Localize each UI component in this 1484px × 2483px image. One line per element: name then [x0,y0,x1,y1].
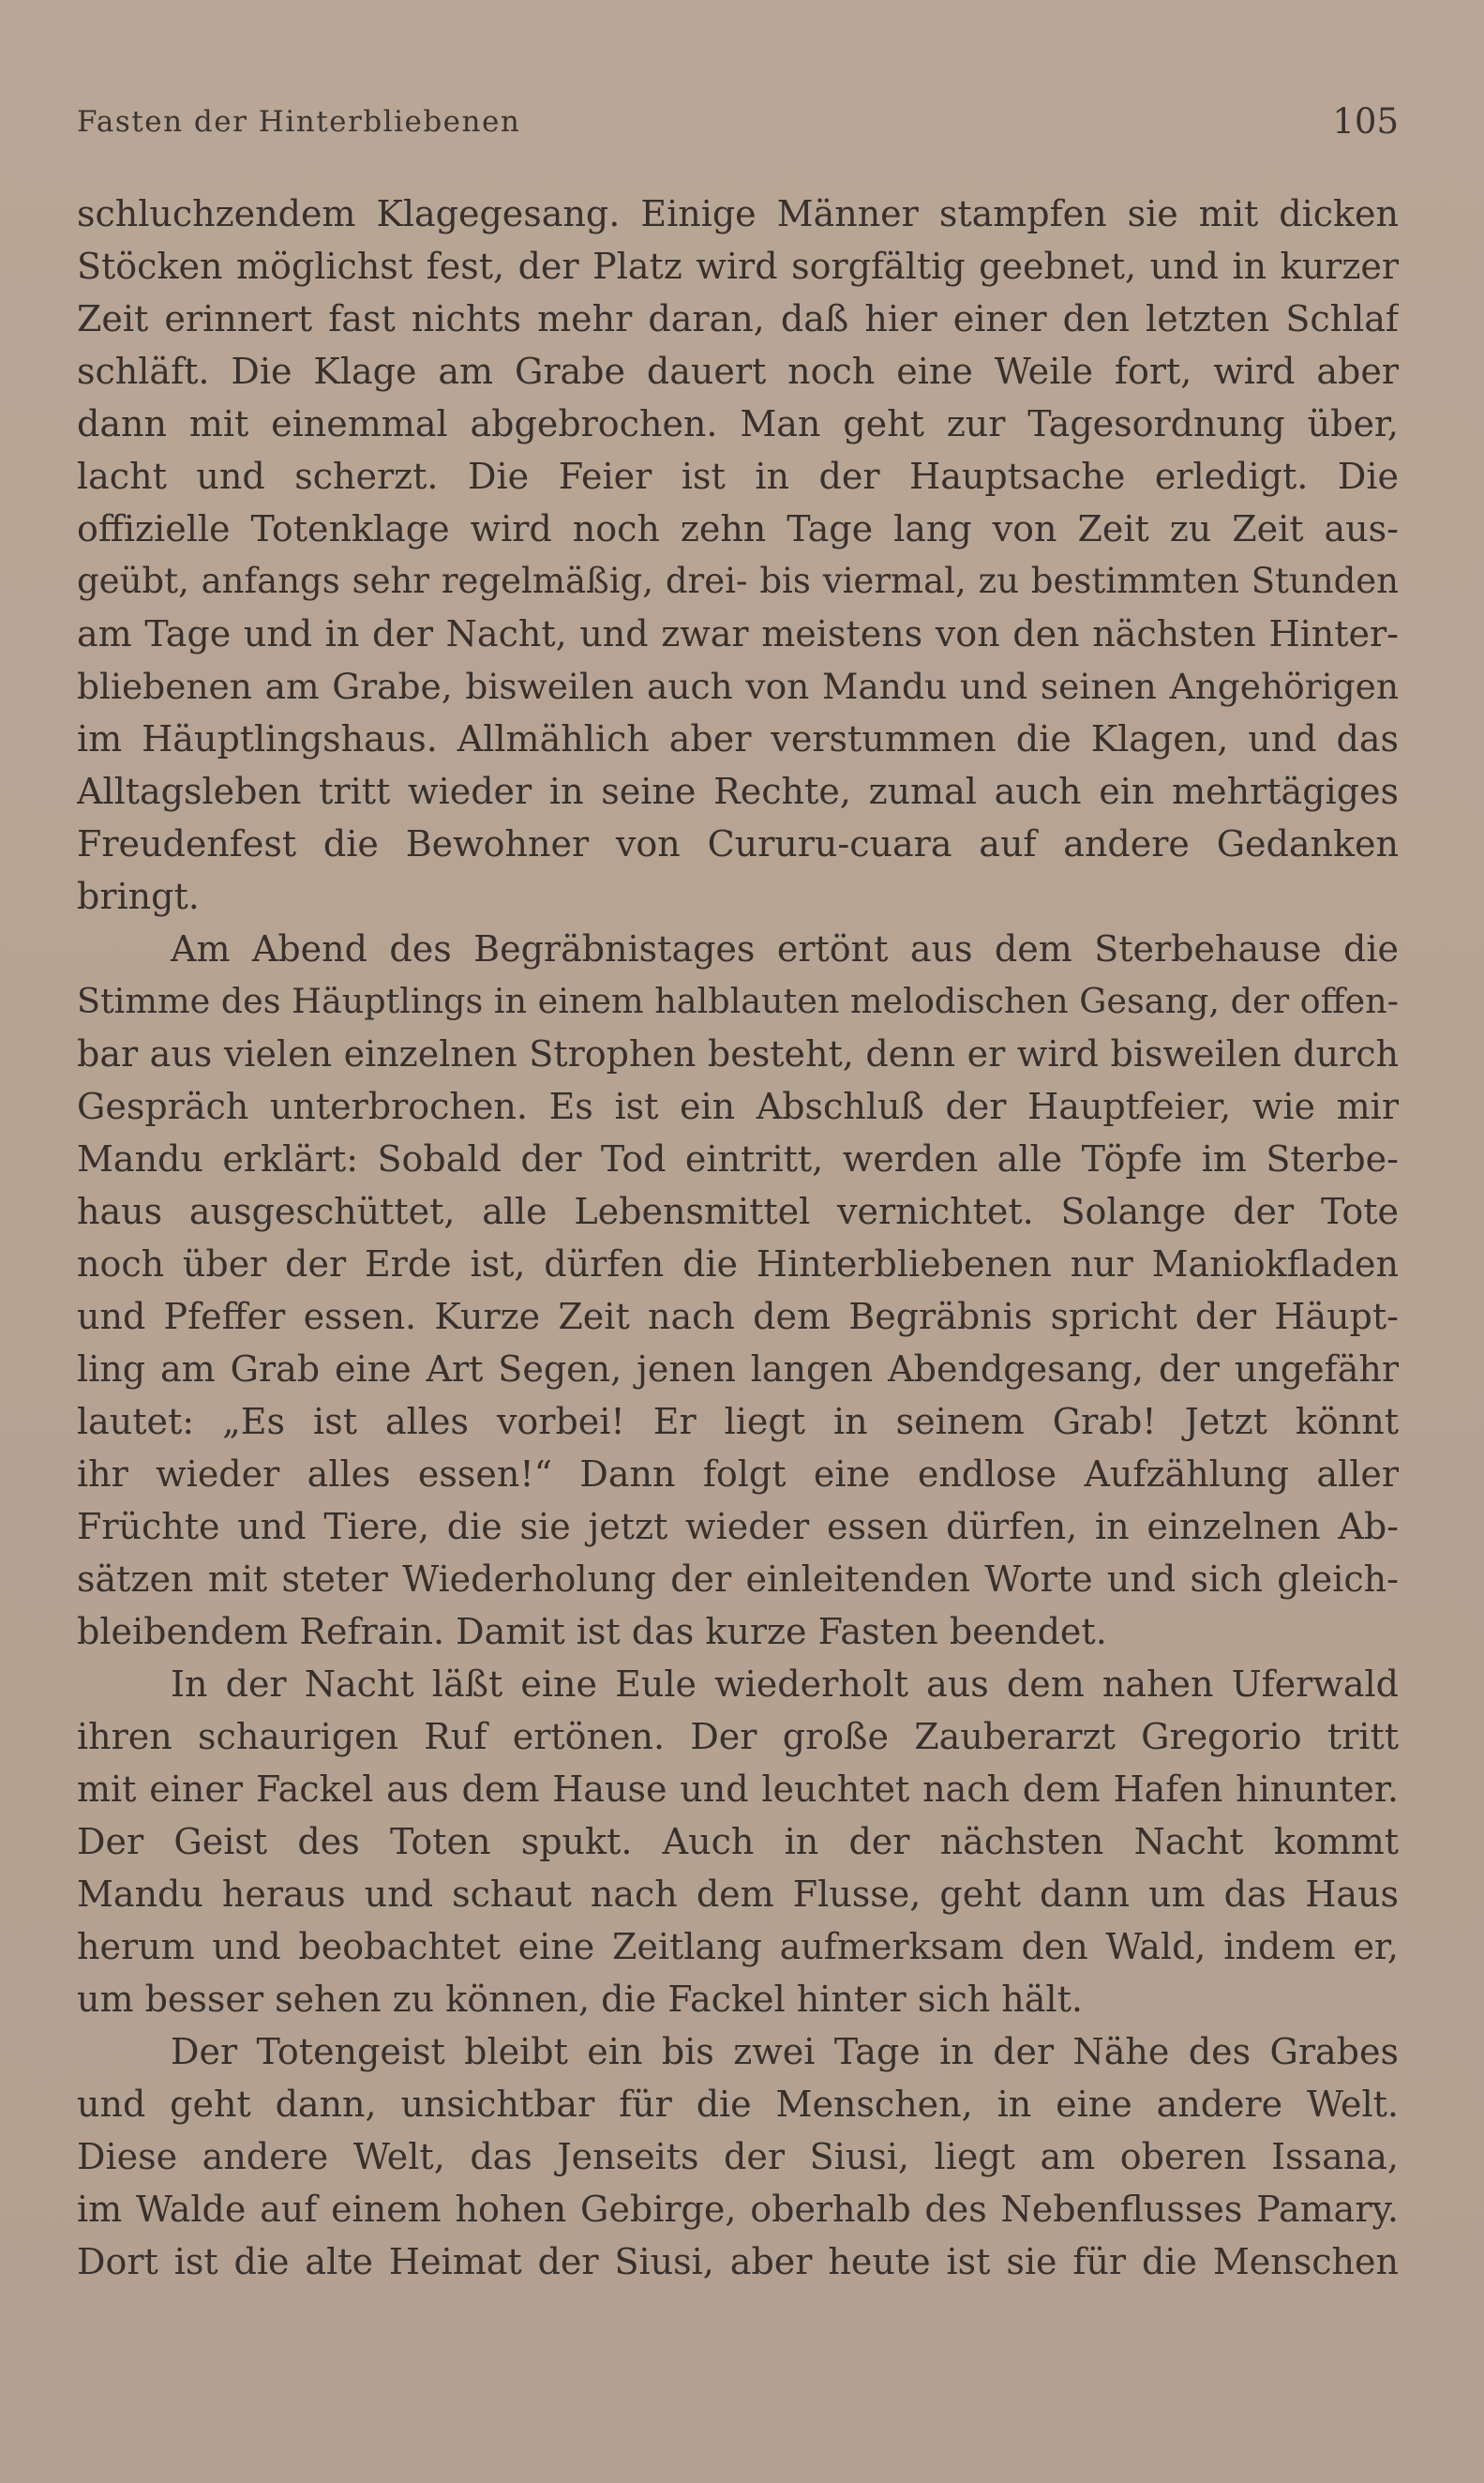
body-text [77,188,1399,2288]
text-line: bar aus vielen einzelnen Strophen besteht, denn er wird bisweilen durch [77,1033,1399,1075]
text-line: Mandu erklärt: Sobald der Tod eintritt, werden alle Töpfe im Sterbe- [77,1138,1399,1180]
text-line: um besser sehen zu können, die Fackel hinter sich hält. [77,1979,1083,2020]
text-line: Dort ist die alte Heimat der Siusi, aber heute ist sie für die Menschen [77,2241,1399,2282]
text-line: Mandu heraus und schaut nach dem Flusse, geht dann um das Haus [77,1874,1399,1915]
text-line: Der Totengeist bleibt ein bis zwei Tage in der Nähe des Grabes [171,2031,1399,2072]
text-line: Stimme des Häuptlings in einem halblauten melodischen Gesang, der offen- [77,981,1399,1021]
text-line: geübt, anfangs sehr regelmäßig, drei- bis viermal, zu bestimmten Stunden [77,561,1399,601]
page-number: 105 [1332,101,1399,142]
text-line: und geht dann, unsichtbar für die Menschen, in eine andere Welt. [77,2084,1399,2125]
text-line: ling am Grab eine Art Segen, jenen langen Abendgesang, der ungefähr [77,1348,1399,1390]
text-line: schläft. Die Klage am Grabe dauert noch eine Weile fort, wird aber [77,351,1399,392]
text-line: bringt. [77,876,200,917]
text-line: herum und beobachtet eine Zeitlang aufmerksam den Wald, indem er, [77,1926,1399,1967]
text-line: Am Abend des Begräbnistages ertönt aus dem Sterbehause die [171,928,1399,970]
text-line: Gespräch unterbrochen. Es ist ein Abschluß der Hauptfeier, wie mir [77,1086,1399,1127]
text-line: dann mit einemmal abgebrochen. Man geht zur Tagesordnung über, [77,403,1399,444]
text-line: Diese andere Welt, das Jenseits der Siusi, liegt am oberen Issana, [77,2136,1399,2177]
text-line: bliebenen am Grabe, bisweilen auch von Mandu und seinen Angehörigen [77,666,1399,707]
text-line: ihren schaurigen Ruf ertönen. Der große Zauberarzt Gregorio tritt [77,1716,1399,1757]
text-line: offizielle Totenklage wird noch zehn Tage lang von Zeit zu Zeit aus- [77,508,1399,549]
text-line: Zeit erinnert fast nichts mehr daran, daß hier einer den letzten Schlaf [77,298,1399,339]
text-line: lacht und scherzt. Die Feier ist in der Hauptsache erledigt. Die [77,456,1399,497]
text-line: ihr wieder alles essen!“ Dann folgt eine endlose Aufzählung aller [77,1453,1399,1495]
text-line: Alltagsleben tritt wieder in seine Rechte, zumal auch ein mehrtägiges [77,771,1399,812]
text-line: im Häuptlingshaus. Allmählich aber verstummen die Klagen, und das [77,718,1399,760]
text-line: Freudenfest die Bewohner von Cururu-cuara auf andere Gedanken [77,823,1399,865]
text-line: haus ausgeschüttet, alle Lebensmittel vernichtet. Solange der Tote [77,1191,1399,1232]
page-header [77,98,1399,144]
text-line: im Walde auf einem hohen Gebirge, oberhalb des Nebenflusses Pamary. [77,2189,1399,2230]
running-title: Fasten der Hinterbliebenen [77,105,521,139]
text-line: und Pfeffer essen. Kurze Zeit nach dem Begräbnis spricht der Häupt- [77,1296,1399,1337]
text-line: Früchte und Tiere, die sie jetzt wieder essen dürfen, in einzelnen Ab- [77,1506,1399,1547]
text-line: am Tage und in der Nacht, und zwar meistens von den nächsten Hinter- [77,613,1399,655]
text-line: lautet: „Es ist alles vorbei! Er liegt in seinem Grab! Jetzt könnt [77,1401,1399,1442]
text-line: In der Nacht läßt eine Eule wiederholt aus dem nahen Uferwald [171,1663,1399,1705]
text-line: sätzen mit steter Wiederholung der einleitenden Worte und sich gleich- [77,1558,1399,1600]
text-line: noch über der Erde ist, dürfen die Hinterbliebenen nur Maniokfladen [77,1243,1399,1285]
text-line: Stöcken möglichst fest, der Platz wird sorgfältig geebnet, und in kurzer [77,246,1399,287]
text-line: Der Geist des Toten spukt. Auch in der nächsten Nacht kommt [77,1821,1399,1862]
text-line: mit einer Fackel aus dem Hause und leuchtet nach dem Hafen hinunter. [77,1768,1399,1810]
text-line: schluchzendem Klagegesang. Einige Männer stampfen sie mit dicken [77,193,1399,234]
text-line: bleibendem Refrain. Damit ist das kurze Fasten beendet. [77,1611,1107,1652]
